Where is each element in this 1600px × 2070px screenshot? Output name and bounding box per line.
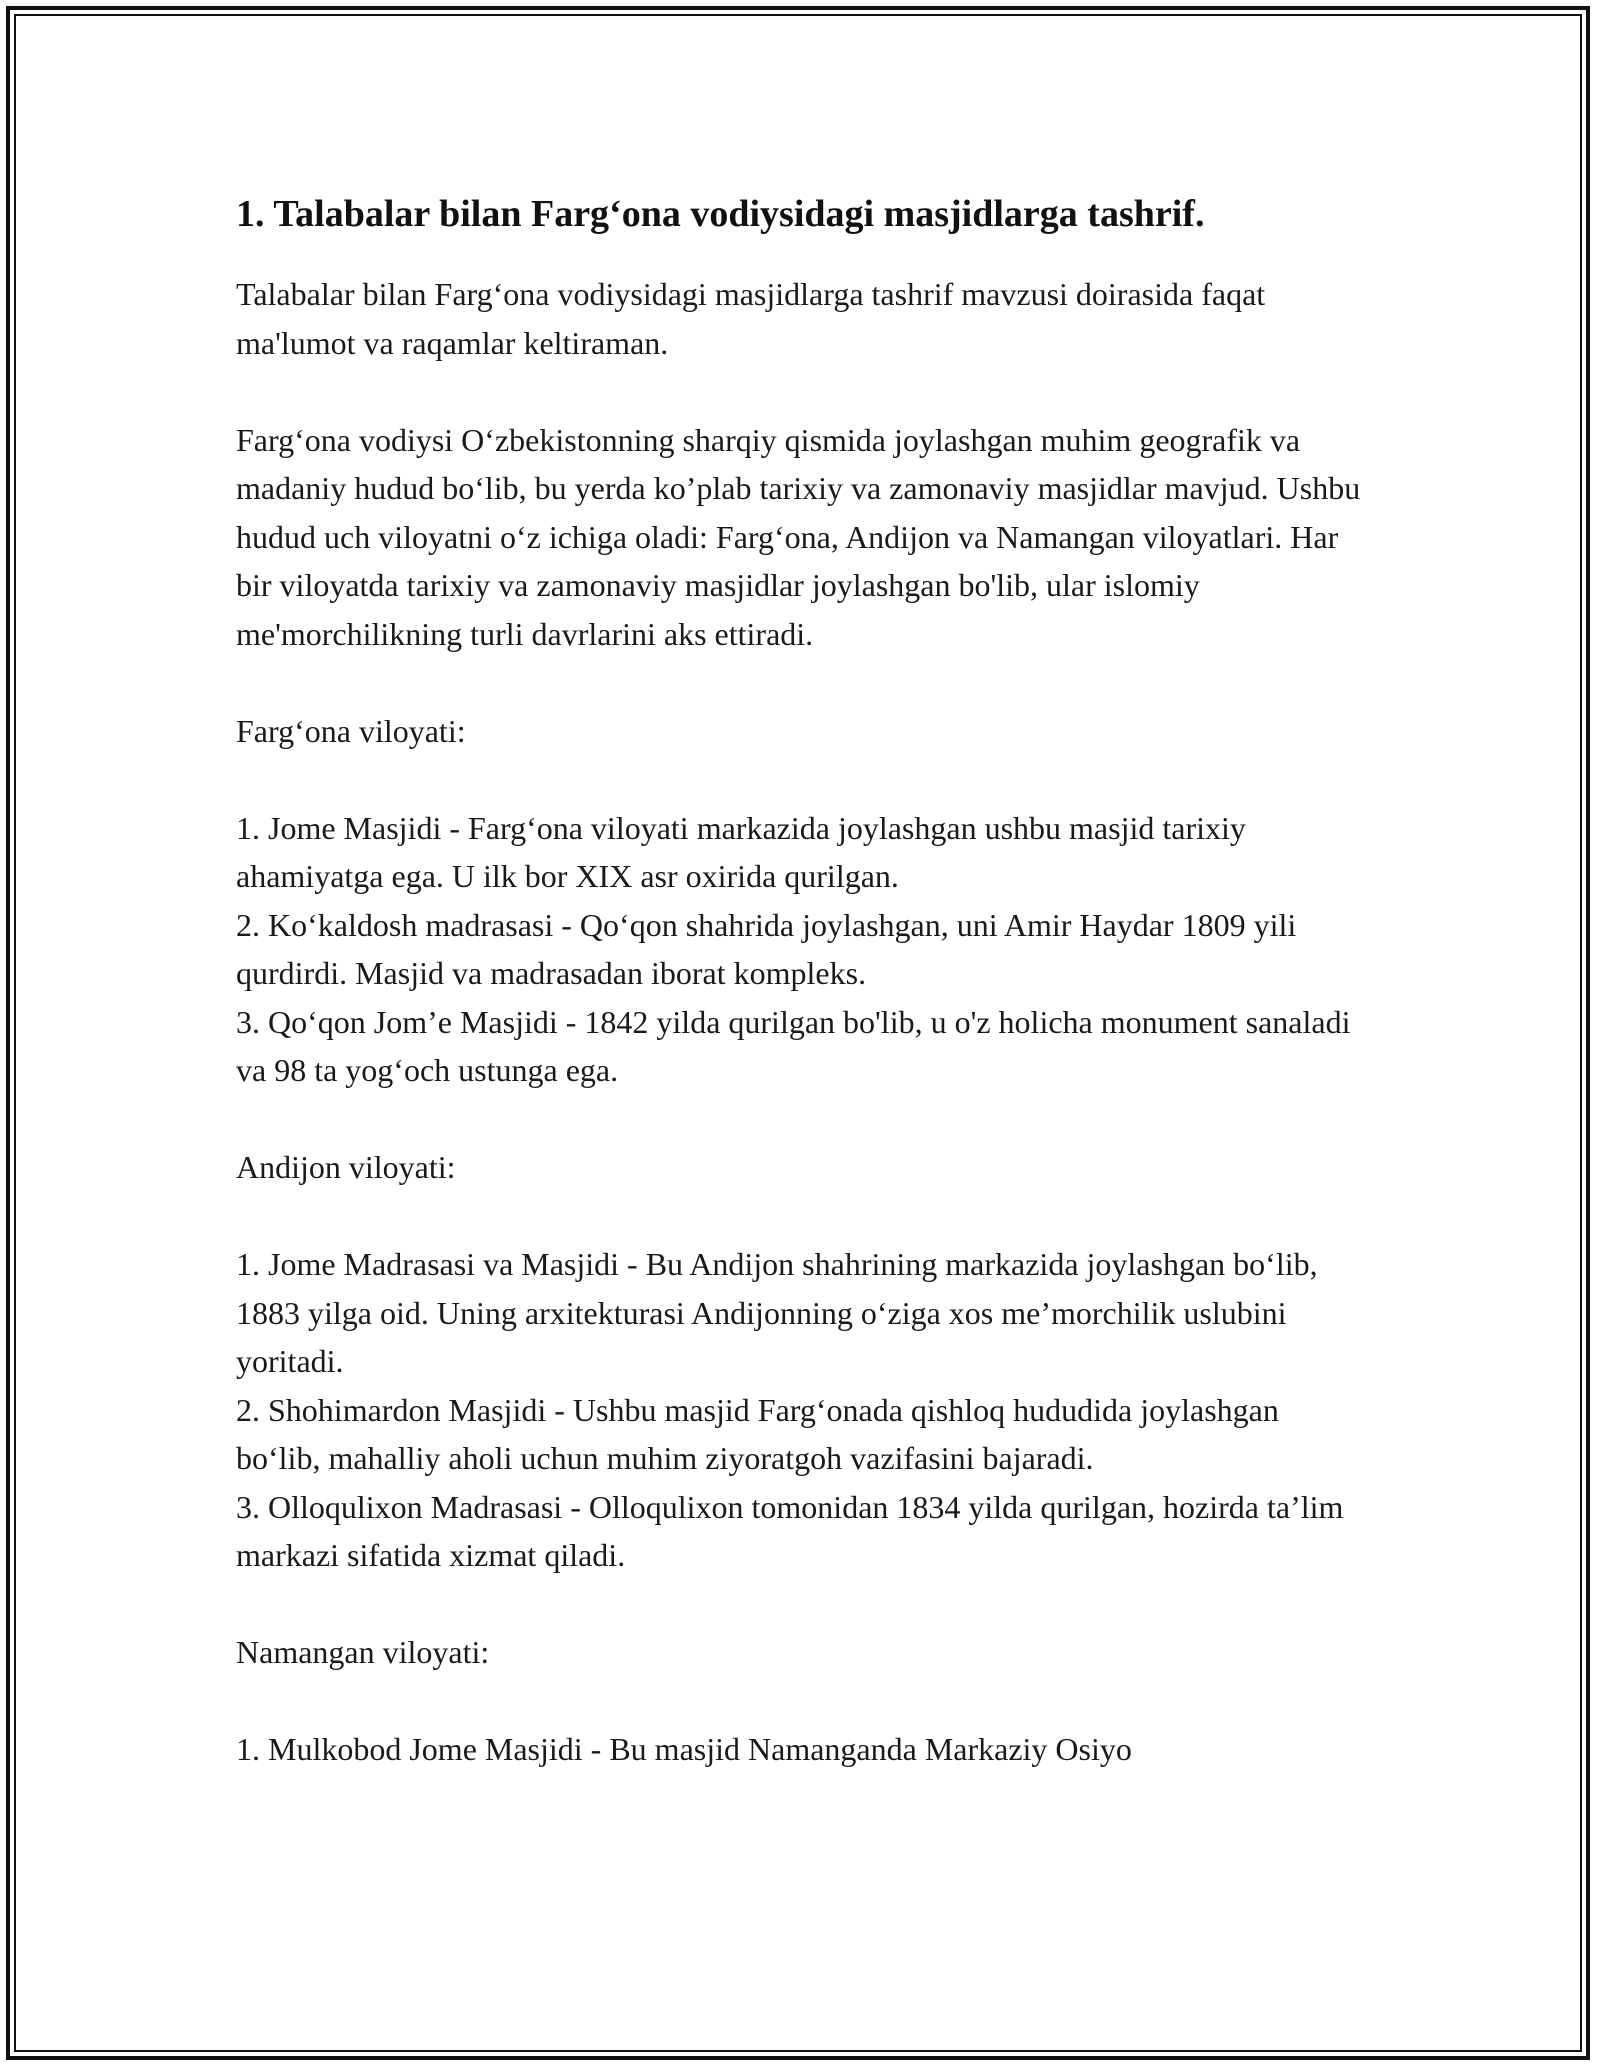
- andijan-item-2: 2. Shohimardon Masjidi - Ushbu masjid Farg‘onada qishloq hududida joylashgan bo‘lib, mahalliy aholi uchun muhim ziyoratgoh vazifasini bajaradi.: [236, 1391, 1287, 1476]
- document-body: [236, 190, 1369, 1774]
- fergana-heading: Farg‘ona viloyati:: [236, 712, 466, 749]
- spacer: [236, 1095, 1366, 1144]
- namangan-item-1: 1. Mulkobod Jome Masjidi - Bu masjid Namanganda Markaziy Osiyo: [236, 1731, 1132, 1767]
- spacer: [236, 1192, 1366, 1241]
- fergana-item-2: 2. Ko‘kaldosh madrasasi - Qo‘qon shahrida joylashgan, uni Amir Haydar 1809 yili qurdirdi. Masjid va madrasadan iborat kompleks.: [236, 906, 1305, 991]
- andijan-item-1: 1. Jome Madrasasi va Masjidi - Bu Andijon shahrining markazida joylashgan bo‘lib, 1883 yilga oid. Uning arxitekturasi Andijonning o‘ziga xos me’morchilik uslubini yoritadi.: [236, 1246, 1326, 1379]
- spacer: [236, 1677, 1366, 1726]
- andijan-heading: Andijon viloyati:: [236, 1149, 456, 1185]
- spacer: [236, 367, 1366, 416]
- spacer: [236, 755, 1366, 804]
- fergana-item-3: 3. Qo‘qon Jom’e Masjidi - 1842 yilda qurilgan bo'lib, u o'z holicha monument sanaladi va 98 ta yog‘och ustunga ega.: [236, 1003, 1359, 1088]
- spacer: [236, 658, 1366, 707]
- intro-paragraph: Talabalar bilan Farg‘ona vodiysidagi masjidlarga tashrif mavzusi doirasida faqat ma'lumot va raqamlar keltiraman.: [236, 276, 1274, 361]
- namangan-heading: Namangan viloyati:: [236, 1634, 490, 1670]
- andijan-item-3: 3. Olloqulixon Madrasasi - Olloqulixon tomonidan 1834 yilda qurilgan, hozirda ta’lim markazi sifatida xizmat qiladi.: [236, 1488, 1352, 1573]
- fergana-item-1: 1. Jome Masjidi - Farg‘ona viloyati markazida joylashgan ushbu masjid tarixiy ahamiyatga ega. U ilk bor XIX asr oxirida qurilgan.: [236, 809, 1254, 894]
- spacer: [236, 1580, 1366, 1629]
- overview-paragraph: Farg‘ona vodiysi O‘zbekistonning sharqiy qismida joylashgan muhim geografik va madaniy hudud bo‘lib, bu yerda ko’plab tarixiy va zamonaviy masjidlar mavjud. Ushbu hudud uch viloyatni o‘z ichiga oladi: Farg‘ona, Andijon va Namangan viloyatlari. Har bir viloyatda tarixiy va zamonaviy masjidlar joylashgan bo'lib, ular islomiy me'morchilikning turli davrlarini aks ettiradi.: [236, 421, 1369, 652]
- document-title: 1. Talabalar bilan Farg‘ona vodiysidagi masjidlarga tashrif.: [236, 193, 1205, 235]
